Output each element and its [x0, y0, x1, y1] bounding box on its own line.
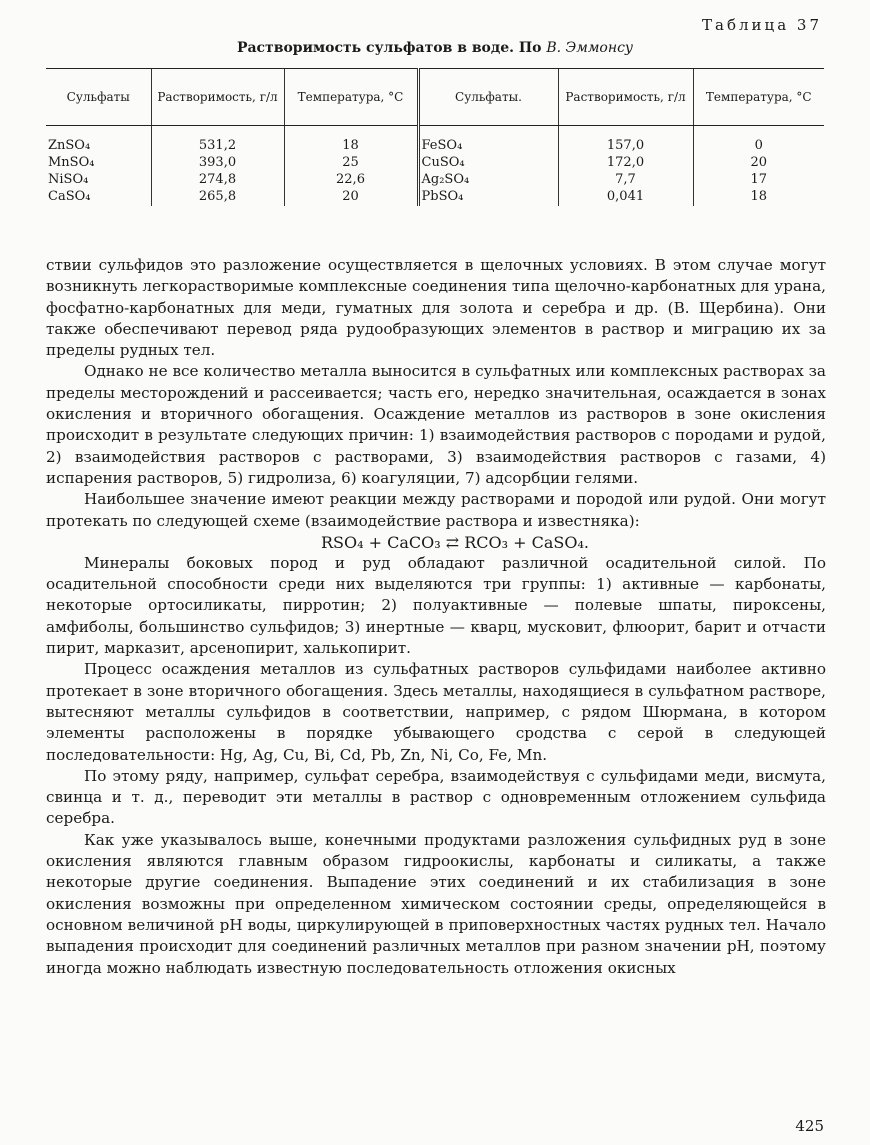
page-number: 425 [795, 1117, 824, 1135]
col-header-sulfates: Сульфаты [46, 69, 151, 126]
table-title [0, 40, 870, 56]
table-title-author: В. Эммонсу [546, 40, 634, 56]
table-row [46, 155, 824, 172]
paragraph: ствии сульфидов это разложение осуществляется в щелочных условиях. В этом случае могут возникнуть легкорастворимые комплексные соединения типа щелочно-карбонатных для урана, фосфатно-карбонатных для меди, гуматных для золота и серебра и др. (В. Щербина). Они также обеспечивают перевод ряда рудообразующих элементов в раствор и миграцию их за пределы рудных тел. [46, 256, 826, 360]
col-header-temperature-2: Температура, °C [693, 69, 824, 126]
paragraph: Однако не все количество металла выносится в сульфатных или комплексных растворах за пределы месторождений и рассеивается; часть его, нередко значительная, осаждается в зонах окисления и вторичного обогащения. Осаждение металлов из растворов в зоне окисления происходит в результате следующих причин: 1) взаимодействия растворов с породами и рудой, 2) взаимодействия растворов с растворами, 3) взаимодействия растворов с газами, 4) испарения растворов, 5) гидролиза, 6) коагуляции, 7) адсорбции гелями. [46, 362, 826, 487]
table-cell: CaSO₄ [48, 189, 91, 204]
table-cell: 157,0 [558, 126, 693, 156]
table-cell: 18 [693, 189, 824, 206]
col-header-solubility-2: Растворимость, г/л [558, 69, 693, 126]
table-cell: ZnSO₄ [48, 138, 91, 153]
col-header-temperature: Температура, °C [284, 69, 418, 126]
table-cell: NiSO₄ [48, 172, 89, 187]
col-header-solubility: Растворимость, г/л [151, 69, 284, 126]
paragraph: Наибольшее значение имеют реакции между растворами и породой или рудой. Они могут протекать по следующей схеме (взаимодействие раствора и известняка): [46, 490, 826, 530]
col-header-sulfates-2: Сульфаты. [418, 69, 558, 126]
table-cell: 393,0 [151, 155, 284, 172]
table-header-row [46, 69, 824, 126]
table-row [46, 126, 824, 156]
table-cell: 265,8 [151, 189, 284, 206]
table-cell: 172,0 [558, 155, 693, 172]
paragraph: Минералы боковых пород и руд обладают различной осадительной силой. По осадительной способности среди них выделяются три группы: 1) активные — карбонаты, некоторые ортосиликаты, пирротин; 2) полуактивные — полевые шпаты, пироксены, амфиболы, большинство сульфидов; 3) инертные — кварц, мусковит, флюорит, барит и отчасти пирит, марказит, арсенопирит, халькопирит. [46, 553, 826, 658]
table-number: Таблица 37 [702, 16, 822, 34]
table-cell: 20 [693, 155, 824, 172]
table-row [46, 189, 824, 206]
reaction-formula: RSO₄ + CaCO₃ ⇄ RCO₃ + CaSO₄. [320, 532, 589, 552]
table-cell: FeSO₄ [418, 126, 558, 156]
table-cell: 22,6 [284, 172, 418, 189]
table-cell: CuSO₄ [418, 155, 558, 172]
table-cell: 274,8 [151, 172, 284, 189]
table-cell: 20 [284, 189, 418, 206]
paragraph: По этому ряду, например, сульфат серебра, взаимодействуя с сульфидами меди, висмута, свинца и т. д., переводит эти металлы в раствор с одновременным отложением сульфида серебра. [46, 766, 826, 828]
table-row [46, 172, 824, 189]
table-cell: Ag₂SO₄ [418, 172, 558, 189]
paragraph: Процесс осаждения металлов из сульфатных растворов сульфидами наиболее активно протекает в зоне вторичного обогащения. Здесь металлы, находящиеся в сульфатном растворе, вытесняют металлы сульфидов в соответствии, например, с рядом Шюрмана, в котором элементы расположены в порядке убывающего сродства с серой в следующей последовательности: Hg, Ag, Cu, Bi, Cd, Pb, Zn, Ni, Co, Fe, Mn. [46, 660, 826, 764]
table-cell: 0 [693, 126, 824, 156]
body-text [46, 255, 826, 979]
table-title-main: Растворимость сульфатов в воде. По [236, 40, 547, 56]
table-cell: 25 [284, 155, 418, 172]
table-cell: 531,2 [151, 126, 284, 156]
table-cell: 7,7 [558, 172, 693, 189]
table-cell: 17 [693, 172, 824, 189]
table-cell: 18 [284, 126, 418, 156]
table-cell: PbSO₄ [418, 189, 558, 206]
solubility-table [46, 68, 824, 206]
table-cell: 0,041 [558, 189, 693, 206]
table-cell: MnSO₄ [48, 155, 95, 170]
paragraph: Как уже указывалось выше, конечными продуктами разложения сульфидных руд в зоне окисления являются главным образом гидроокислы, карбонаты и силикаты, а также некоторые другие соединения. Выпадение этих соединений и их стабилизация в зоне окисления возможны при определенном химическом состоянии среды, определяющейся в основном величиной pH воды, циркулирующей в приповерхностных частях рудных тел. Начало выпадения происходит для соединений различных металлов при разном значении pH, поэтому иногда можно наблюдать известную последовательность отложения окисных [46, 830, 826, 977]
